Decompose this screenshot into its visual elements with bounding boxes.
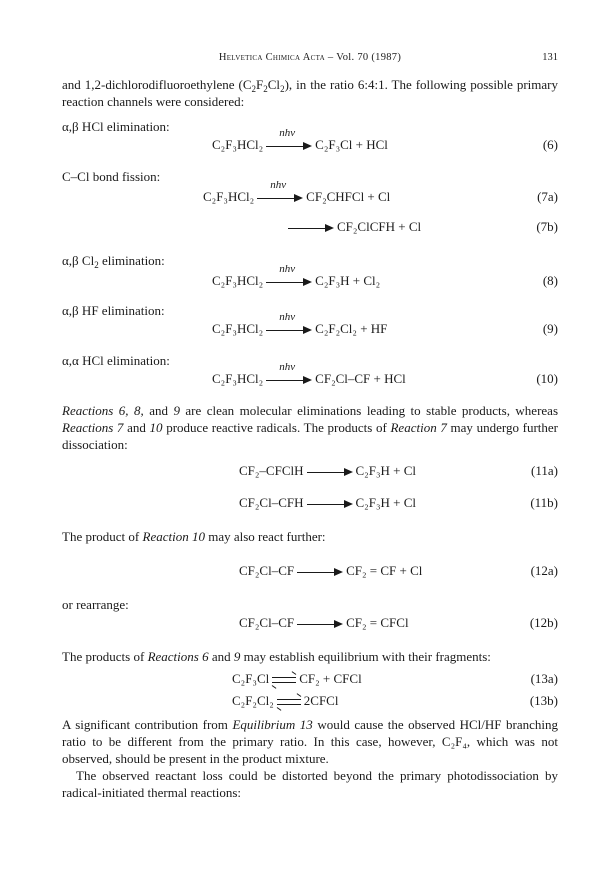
reaction-arrow xyxy=(297,567,343,577)
reaction-arrow xyxy=(307,467,353,477)
equation-number: (11b) xyxy=(530,495,558,510)
equation-number: (13a) xyxy=(530,671,558,686)
channel-label-hcl-aa: α,α HCl elimination: xyxy=(62,353,170,368)
equation-number: (12a) xyxy=(530,563,558,578)
equation-11a: CF₂–CFClH C₂F₃H + Cl (11a) xyxy=(239,463,558,478)
equation-10: C₂F₃HCl₂ nhν CF₂Cl–CF + HCl (10) xyxy=(212,361,558,386)
reaction-arrow: nhν xyxy=(266,277,312,287)
equation-8: C₂F₃HCl₂ nhν C₂F₃H + Cl₂ (8) xyxy=(212,263,558,288)
reaction-arrow: nhν xyxy=(266,325,312,335)
equation-7b: CF₂ClCFH + Cl (7b) xyxy=(62,218,558,236)
reaction-arrow xyxy=(288,223,334,233)
equation-12b: CF₂Cl–CF CF₂ = CFCl (12b) xyxy=(239,615,558,630)
equation-number: (10) xyxy=(536,371,558,386)
equilibrium-arrow xyxy=(272,674,296,686)
equation-number: (7b) xyxy=(536,219,558,234)
paragraph-observed: The observed reactant loss could be distorted beyond the primary photodissociation by radical-initiated thermal reactions: xyxy=(62,768,558,800)
channel-label-cl2-ab: α,β $Cl_2$ elimination: xyxy=(62,253,165,270)
or-rearrange-text: or rearrange: xyxy=(62,597,129,612)
running-title: Helvetica Chimica Acta – Vol. 70 (1987) xyxy=(218,52,402,63)
journal-name: Helvetica Chimica Acta xyxy=(218,52,325,63)
equation-number: (7a) xyxy=(537,189,558,204)
equation-9: C₂F₃HCl₂ nhν C₂F₂Cl₂ + HF (9) xyxy=(212,311,558,336)
equilibrium-arrow xyxy=(277,696,301,708)
equation-6: C₂F₃HCl₂ nhν C₂F₃Cl + HCl (6) xyxy=(212,127,558,152)
equation-7a: C₂F₃HCl₂ nhν CF₂CHFCl + Cl (7a) xyxy=(203,179,558,204)
paragraph-reactions: Reactions 6, 8, and 9 are clean molecular eliminations leading to stable products, whereas Reactions 7 and 10 produce reactive radicals. The products of Reaction 7 may undergo further dissociation: xyxy=(62,403,559,452)
paragraph-significant: A significant contribution from Equilibrium 13 would cause the observed HCl/HF branching ratio to be different from the primary ratio. In this case, however, C₂F₄, which was not observed, should be present in the product mixture. xyxy=(62,717,558,766)
equation-number: (6) xyxy=(542,137,558,152)
reaction-arrow: nhν xyxy=(257,193,303,203)
channel-label-ccl-fission: C–Cl bond fission: xyxy=(62,169,161,184)
intro-paragraph: and 1,2-dichlorodifluoroethylene $(C_2F_2Cl_2)$, in the ratio 6:4:1. The following possible primary reaction channels were considered: xyxy=(62,77,558,109)
equation-13a: C₂F₃Cl CF₂ + CFCl (13a) xyxy=(232,671,558,686)
channel-label-hcl-ab: α,β HCl elimination: xyxy=(62,119,170,134)
equation-12a: CF₂Cl–CF CF₂ = CF + Cl (12a) xyxy=(239,563,558,578)
paragraph-equilibrium: The products of Reactions 6 and 9 may establish equilibrium with their fragments: xyxy=(62,649,491,664)
reaction-arrow: nhν xyxy=(266,375,312,385)
equation-number: (8) xyxy=(542,273,558,288)
page-number: 131 xyxy=(542,52,558,63)
compound-formula: $C_2F_2Cl_2$ xyxy=(242,77,285,94)
channel-label-hf-ab: α,β HF elimination: xyxy=(62,303,165,318)
reaction-arrow: nhν xyxy=(266,141,312,151)
reaction-arrow xyxy=(297,619,343,629)
equation-11b: CF₂Cl–CFH C₂F₃H + Cl (11b) xyxy=(239,495,558,510)
journal-volume: Vol. 70 (1987) xyxy=(336,52,402,63)
equation-13b: C₂F₂Cl₂ 2CFCl (13b) xyxy=(232,693,558,708)
equation-number: (11a) xyxy=(531,463,558,478)
reaction-arrow xyxy=(307,499,353,509)
equation-number: (9) xyxy=(542,321,558,336)
equation-number: (12b) xyxy=(529,615,558,630)
paragraph-product-10: The product of Reaction 10 may also react further: xyxy=(62,529,326,544)
equation-number: (13b) xyxy=(529,693,558,708)
